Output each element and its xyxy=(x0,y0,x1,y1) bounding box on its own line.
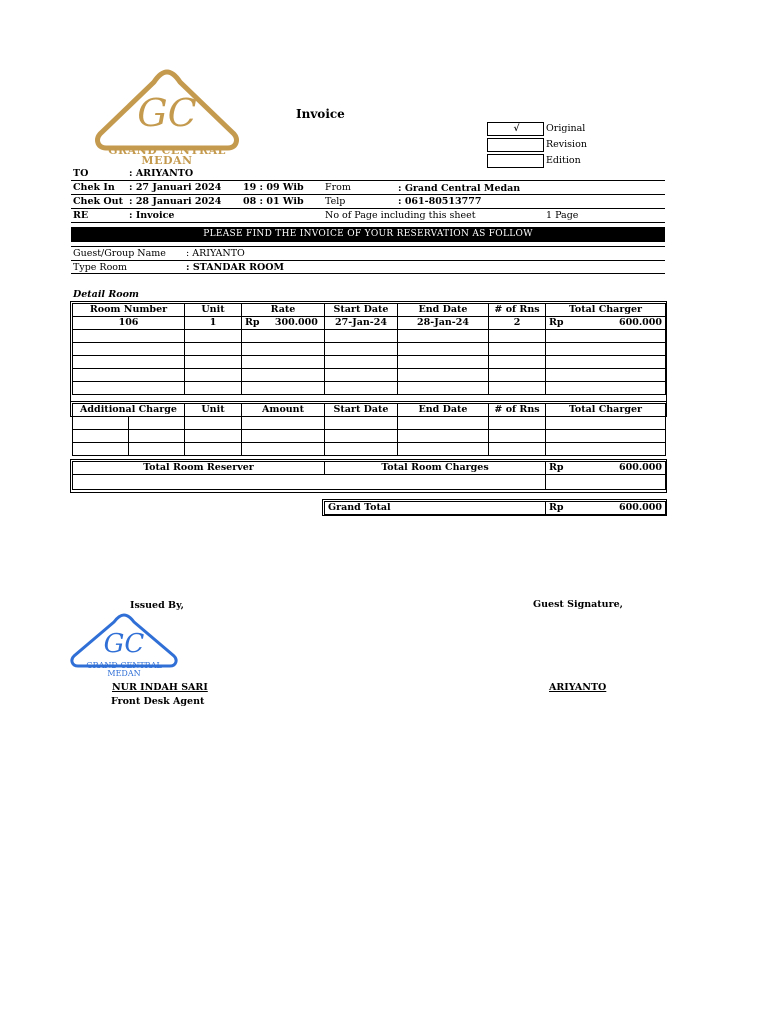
logo-text-city: MEDAN xyxy=(141,154,193,167)
header-total: Total Charger xyxy=(546,404,666,417)
issuer-name: NUR INDAH SARI xyxy=(112,682,208,693)
table-row xyxy=(73,330,666,343)
table-row xyxy=(73,417,666,430)
room-type-label: Type Room xyxy=(73,262,128,273)
edition-label: Edition xyxy=(546,155,581,166)
table-row xyxy=(73,317,666,330)
reservation-banner: PLEASE FIND THE INVOICE OF YOUR RESERVATION AS FOLLOW xyxy=(71,227,665,242)
divider xyxy=(71,194,665,195)
header-start-date: Start Date xyxy=(325,404,398,417)
totals-value: 600.000 xyxy=(619,462,662,473)
divider xyxy=(71,260,665,261)
divider xyxy=(71,222,665,223)
end-date-cell: 28-Jan-24 xyxy=(398,317,489,330)
header-end-date: End Date xyxy=(398,404,489,417)
table-row xyxy=(73,369,666,382)
header-unit: Unit xyxy=(185,404,242,417)
header-room-number: Room Number xyxy=(73,304,185,317)
total-room-reserver-label: Total Room Reserver xyxy=(73,462,325,475)
header-unit: Unit xyxy=(185,304,242,317)
total-cell xyxy=(546,317,666,330)
stamp-text-name: GRAND CENTRAL xyxy=(86,661,162,670)
totals-row xyxy=(73,462,666,475)
telp-value: : 061-80513777 xyxy=(398,196,482,207)
grand-total-label: Grand Total xyxy=(325,502,546,515)
check-mark-icon: √ xyxy=(513,124,520,134)
hotel-stamp xyxy=(68,612,180,682)
guest-signature-label: Guest Signature, xyxy=(533,599,623,610)
guest-name: ARIYANTO xyxy=(549,682,607,693)
revision-label: Revision xyxy=(546,139,587,150)
revision-checkbox[interactable] xyxy=(487,138,544,152)
page-title: Invoice xyxy=(296,107,345,121)
grand-total-currency: Rp xyxy=(549,502,564,513)
original-label: Original xyxy=(546,123,586,134)
guest-name-value: : ARIYANTO xyxy=(186,248,245,259)
table-row xyxy=(73,430,666,443)
telp-label: Telp xyxy=(325,196,346,207)
table-row xyxy=(73,382,666,395)
unit-cell: 1 xyxy=(185,317,242,330)
to-label: TO xyxy=(73,168,89,179)
divider xyxy=(71,246,665,247)
checkout-time: 08 : 01 Wib xyxy=(243,196,304,207)
checkin-date: : 27 Januari 2024 xyxy=(129,182,222,193)
rate-cell xyxy=(242,317,325,330)
checkout-label: Chek Out xyxy=(73,196,123,207)
detail-room-title: Detail Room xyxy=(73,289,139,300)
header-additional-charge: Additional Charge xyxy=(73,404,185,417)
header-rate: Rate xyxy=(242,304,325,317)
issued-by-label: Issued By, xyxy=(130,600,184,611)
total-room-charges-label: Total Room Charges xyxy=(325,462,546,475)
logo-text-name: GRAND CENTRAL xyxy=(108,144,226,157)
totals-row xyxy=(73,475,666,490)
from-label: From xyxy=(325,182,351,193)
divider xyxy=(71,273,665,274)
to-value: : ARIYANTO xyxy=(129,168,194,179)
totals-table xyxy=(72,461,666,490)
table-row xyxy=(73,343,666,356)
edition-checkbox[interactable] xyxy=(487,154,544,168)
rate-value: 300.000 xyxy=(274,317,318,328)
re-value: : Invoice xyxy=(129,210,175,221)
svg-text:GC: GC xyxy=(137,91,197,135)
grand-total-cell xyxy=(546,502,666,515)
room-number-cell: 106 xyxy=(73,317,185,330)
re-label: RE xyxy=(73,210,89,221)
grand-total-table xyxy=(324,501,666,515)
totals-currency: Rp xyxy=(549,462,564,473)
issuer-role: Front Desk Agent xyxy=(111,696,205,707)
rate-currency: Rp xyxy=(245,317,260,328)
checkin-label: Chek In xyxy=(73,182,115,193)
pages-label: No of Page including this sheet xyxy=(325,210,476,221)
header-amount: Amount xyxy=(242,404,325,417)
header-start-date: Start Date xyxy=(325,304,398,317)
nights-cell: 2 xyxy=(489,317,546,330)
total-currency: Rp xyxy=(549,317,564,328)
grand-total-value: 600.000 xyxy=(619,502,662,513)
divider xyxy=(71,180,665,181)
room-table xyxy=(72,303,666,395)
charge-table-header xyxy=(73,404,666,417)
total-value: 600.000 xyxy=(619,317,662,328)
start-date-cell: 27-Jan-24 xyxy=(325,317,398,330)
checkout-date: : 28 Januari 2024 xyxy=(129,196,222,207)
room-table-header xyxy=(73,304,666,317)
table-row xyxy=(73,443,666,456)
original-checkbox[interactable] xyxy=(487,122,544,136)
charge-table xyxy=(72,403,666,456)
total-room-charges-cell xyxy=(546,462,666,475)
header-nights: # of Rns xyxy=(489,304,546,317)
checkin-time: 19 : 09 Wib xyxy=(243,182,304,193)
svg-text:GC: GC xyxy=(103,629,145,659)
from-value: : Grand Central Medan xyxy=(398,183,521,194)
header-end-date: End Date xyxy=(398,304,489,317)
guest-name-label: Guest/Group Name xyxy=(73,248,166,259)
table-row xyxy=(73,356,666,369)
header-nights: # of Rns xyxy=(489,404,546,417)
stamp-text-city: MEDAN xyxy=(107,669,141,678)
divider xyxy=(71,208,665,209)
hotel-logo xyxy=(92,68,242,166)
grand-total-row xyxy=(325,502,666,515)
room-type-value: : STANDAR ROOM xyxy=(186,262,285,273)
header-total: Total Charger xyxy=(546,304,666,317)
pages-value: 1 Page xyxy=(546,210,579,221)
